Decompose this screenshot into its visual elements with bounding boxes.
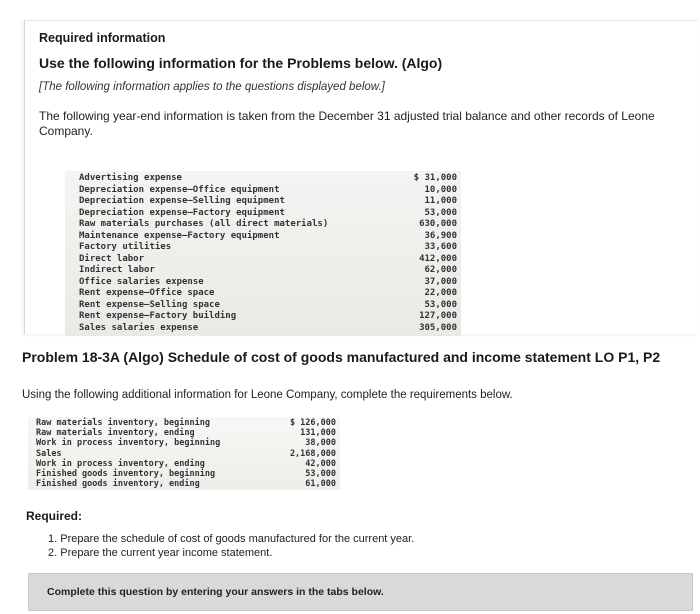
additional-info-table (28, 417, 340, 490)
row-value: $ 31,000 (413, 173, 457, 183)
table-row (28, 449, 336, 459)
row-label: Depreciation expense—Selling equipment (79, 196, 285, 206)
row-label: Direct labor (79, 253, 145, 264)
tabs-instruction-text: Complete this question by entering your answers in the tabs below. (47, 586, 384, 598)
row-value: 305,000 (419, 322, 457, 333)
table-row (28, 459, 336, 469)
required-heading: Required: (26, 509, 83, 523)
information-card (24, 20, 698, 334)
table-row (65, 254, 457, 266)
row-label: Factory utilities (79, 242, 172, 252)
row-value: 53,000 (424, 207, 457, 218)
table-row (28, 469, 336, 479)
row-label: Office salaries expense (79, 276, 204, 287)
row-value: 62,000 (424, 265, 457, 275)
intro-text: The following year-end information is taken from the December 31 adjusted trial balance and other records of Leone Company. (39, 109, 655, 138)
table-row (65, 311, 457, 323)
row-value: 630,000 (419, 219, 457, 229)
table-row (65, 185, 457, 197)
table-row (65, 231, 457, 243)
row-label: Sales salaries expense (79, 322, 199, 333)
row-value: 10,000 (424, 184, 457, 195)
requirements-list (48, 532, 414, 560)
row-value: 2,168,000 (289, 448, 336, 459)
table-row (65, 173, 457, 185)
table-row (28, 438, 336, 448)
row-label: Raw materials inventory, ending (36, 428, 195, 439)
row-value: 412,000 (419, 253, 457, 264)
row-label: Rent expense—Office space (79, 288, 215, 298)
row-value: 36,900 (424, 230, 457, 241)
table-row (28, 428, 336, 438)
row-value: 61,000 (305, 479, 336, 490)
row-value: 11,000 (424, 196, 457, 206)
row-label: Raw materials inventory, beginning (36, 418, 210, 428)
problem-title: Problem 18-3A (Algo) Schedule of cost of goods manufactured and income statement LO P1, P2 (22, 349, 661, 365)
row-value: 127,000 (419, 311, 457, 321)
table-row (28, 479, 336, 489)
row-label: Depreciation expense—Office equipment (79, 184, 280, 195)
row-label: Raw materials purchases (all direct materials) (79, 219, 329, 229)
row-value: $ 126,000 (289, 418, 336, 428)
required-information-heading: Required information (39, 31, 166, 45)
row-value: 37,000 (424, 276, 457, 287)
row-value: 53,000 (305, 468, 336, 479)
row-label: Rent expense—Factory building (79, 311, 237, 321)
row-value: 38,000 (305, 438, 336, 449)
list-item: 1. Prepare the schedule of cost of goods manufactured for the current year. (48, 533, 415, 545)
row-value: 131,000 (300, 428, 336, 439)
table-row (65, 288, 457, 300)
list-item: 2. Prepare the current year income statement. (48, 547, 273, 559)
table-row (65, 265, 457, 277)
table-row (65, 208, 457, 220)
row-label: Depreciation expense—Factory equipment (79, 207, 285, 218)
row-label: Finished goods inventory, beginning (36, 468, 216, 479)
table-row (65, 242, 457, 254)
table-row (65, 277, 457, 289)
row-value: 22,000 (424, 288, 457, 298)
tabs-instruction-bar (28, 573, 693, 611)
row-label: Finished goods inventory, ending (36, 479, 200, 490)
row-value: 33,600 (424, 242, 457, 252)
row-label: Work in process inventory, ending (36, 458, 205, 469)
table-row (65, 300, 457, 312)
row-value: 53,000 (424, 299, 457, 310)
row-value: 42,000 (305, 458, 336, 469)
trial-balance-table (65, 171, 461, 336)
table-row (65, 323, 457, 335)
use-information-heading: Use the following information for the Problems below. (Algo) (39, 55, 443, 71)
table-row (65, 219, 457, 231)
row-label: Maintenance expense—Factory equipment (79, 230, 280, 241)
row-label: Indirect labor (79, 265, 155, 275)
table-row (65, 196, 457, 208)
row-label: Sales (36, 448, 62, 459)
row-label: Rent expense—Selling space (79, 299, 220, 310)
row-label: Work in process inventory, beginning (36, 438, 221, 449)
using-instructions: Using the following additional information for Leone Company, complete the requirements below. (22, 389, 513, 401)
applies-note: [The following information applies to the questions displayed below.] (39, 81, 385, 93)
row-label: Advertising expense (79, 173, 182, 183)
table-row (28, 418, 336, 428)
